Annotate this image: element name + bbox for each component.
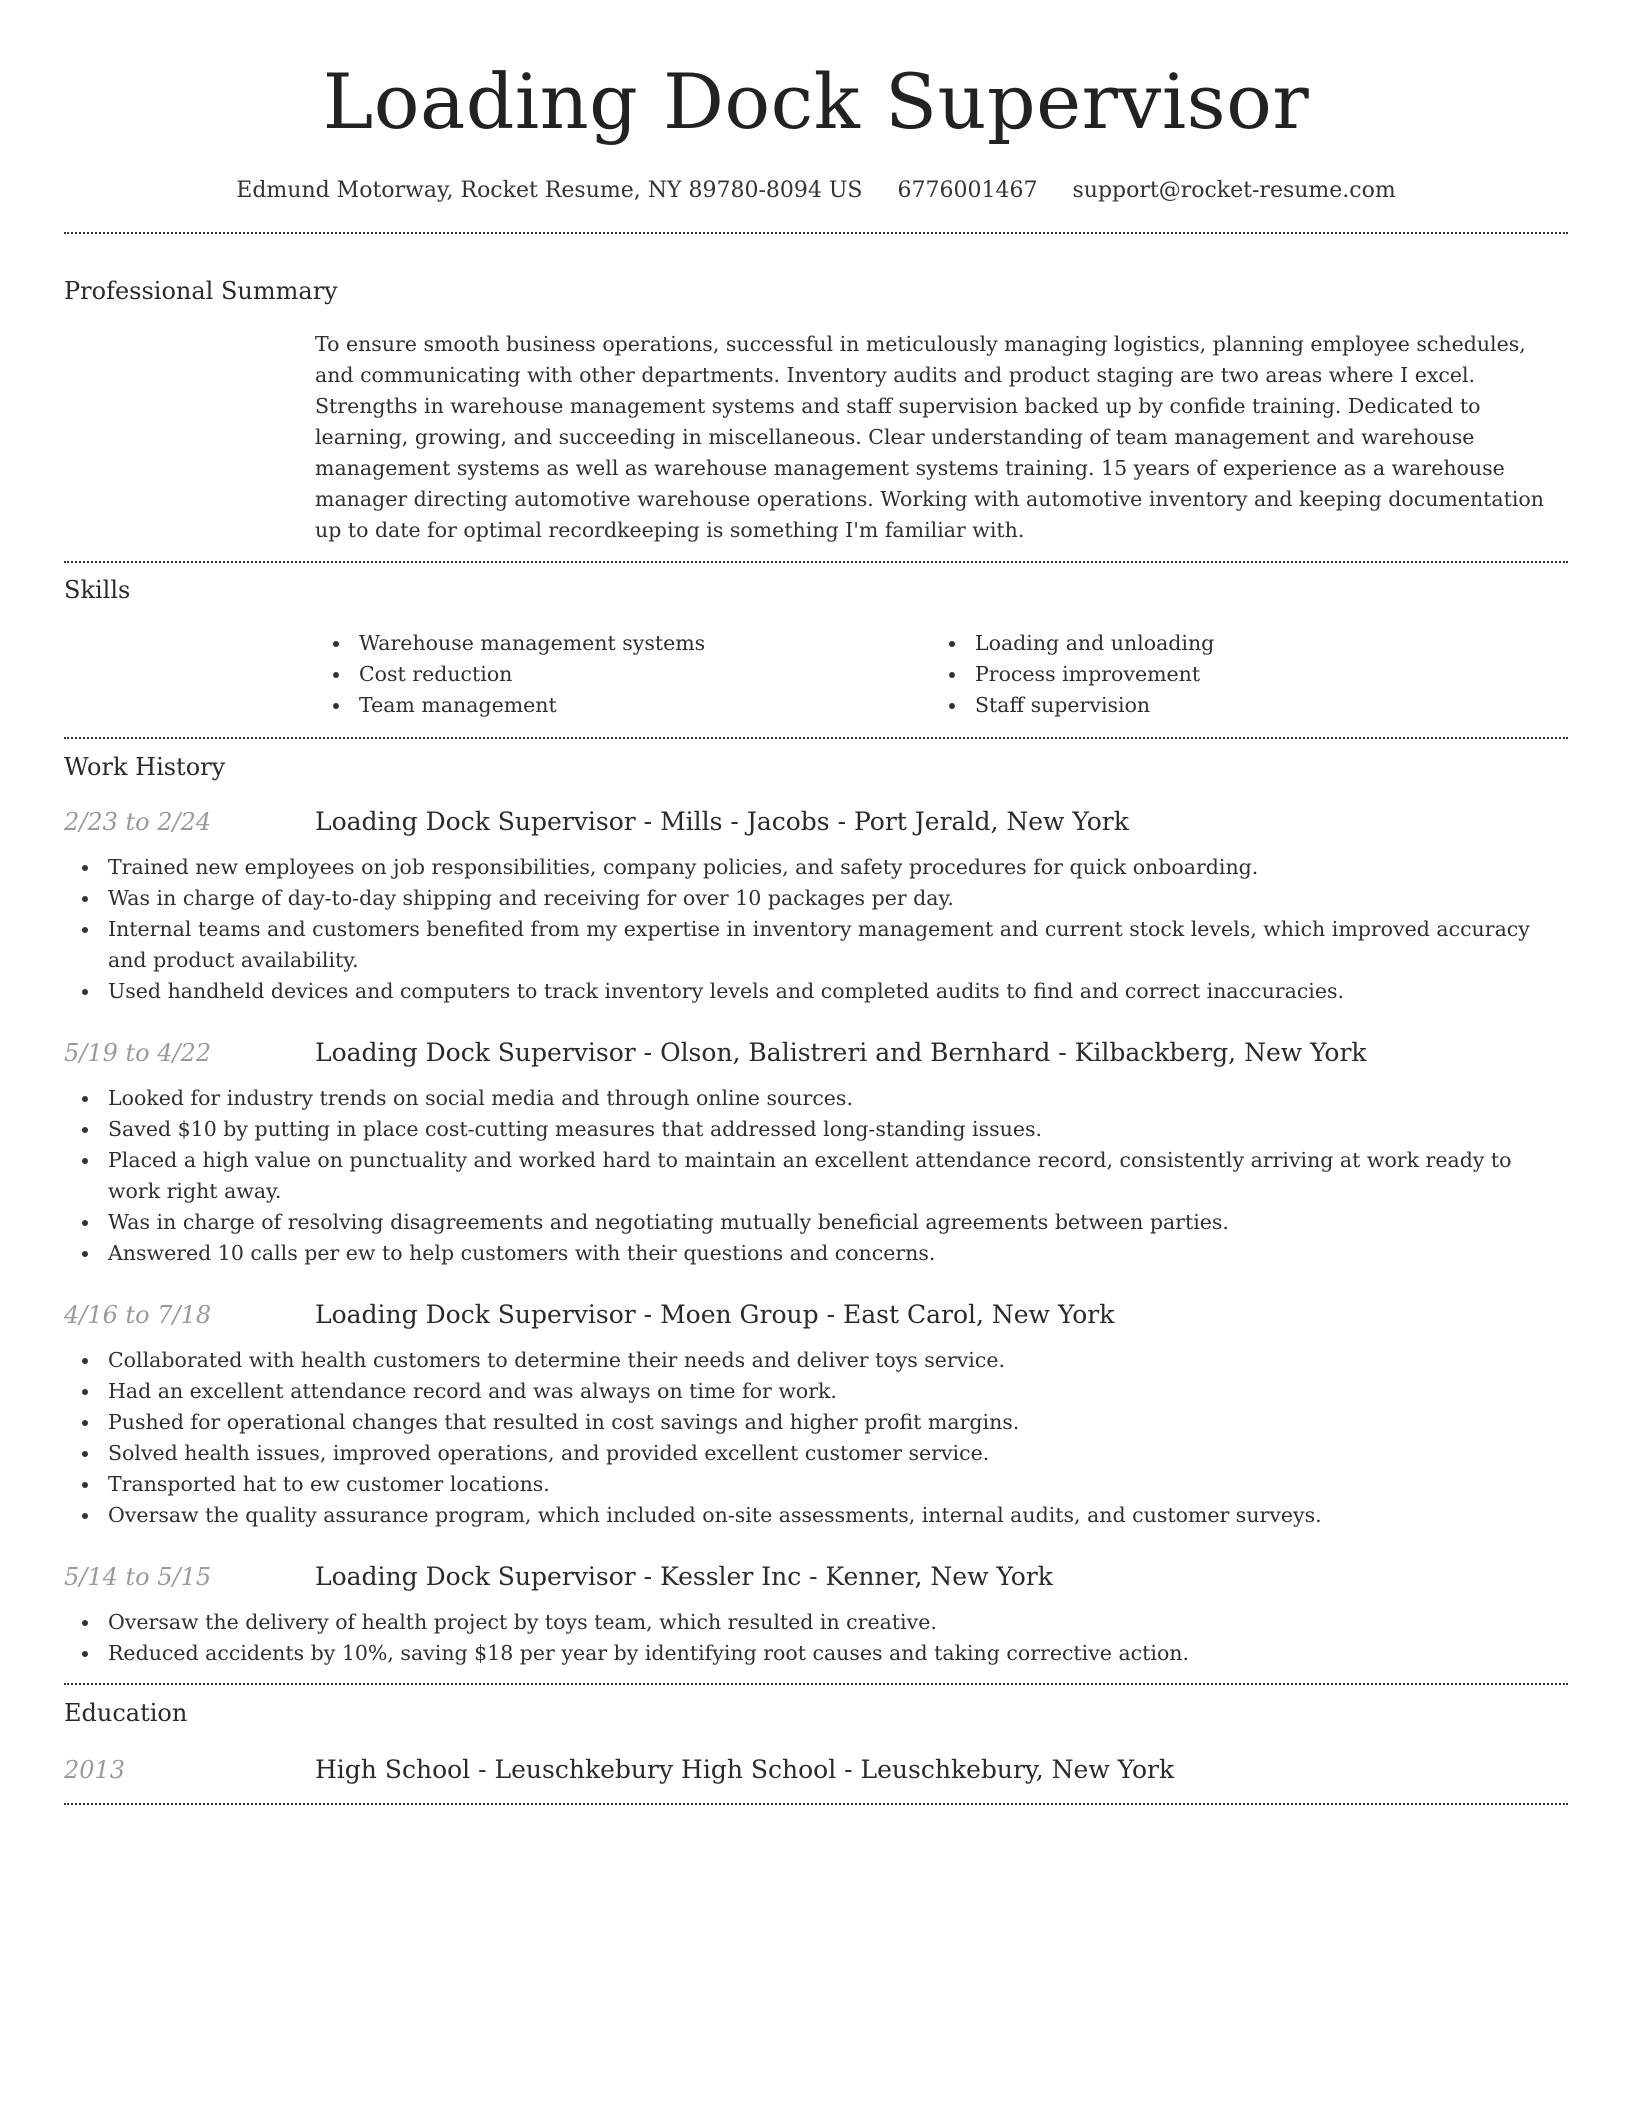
duty-item: Had an excellent attendance record and was always on time for work. — [64, 1376, 1568, 1407]
job-dates: 4/16 to 7/18 — [64, 1301, 212, 1329]
duty-item: Internal teams and customers benefited from my expertise in inventory management and current stock levels, which improved accuracy and product availability. — [64, 914, 1568, 976]
contact-email: support@rocket-resume.com — [1072, 178, 1396, 203]
skill-item: Cost reduction — [315, 659, 931, 690]
duty-item: Looked for industry trends on social media and through online sources. — [64, 1083, 1568, 1114]
duty-item: Solved health issues, improved operations, and provided excellent customer service. — [64, 1438, 1568, 1469]
contact-line — [64, 176, 1568, 206]
job-entry — [64, 1036, 1568, 1269]
duty-item: Oversaw the delivery of health project by toys team, which resulted in creative. — [64, 1607, 1568, 1638]
work-history-heading: Work History — [64, 753, 226, 781]
skills-list — [315, 628, 1568, 721]
duty-item: Was in charge of day-to-day shipping and receiving for over 10 packages per day. — [64, 883, 1568, 914]
job-title: Loading Dock Supervisor - Olson, Balistreri and Bernhard - Kilbackberg, New York — [315, 1038, 1367, 1067]
job-dates: 5/19 to 4/22 — [64, 1039, 212, 1067]
duty-item: Reduced accidents by 10%, saving $18 per year by identifying root causes and taking corrective action. — [64, 1638, 1568, 1669]
candidate-name: Loading Dock Supervisor — [322, 57, 1310, 146]
duty-item: Transported hat to ew customer locations. — [64, 1469, 1568, 1500]
divider — [64, 1683, 1568, 1685]
job-entry — [64, 1560, 1568, 1669]
job-dates: 2/23 to 2/24 — [64, 808, 212, 836]
job-title: Loading Dock Supervisor - Kessler Inc - Kenner, New York — [315, 1562, 1053, 1591]
divider — [64, 561, 1568, 563]
job-entry — [64, 1298, 1568, 1531]
duty-item: Oversaw the quality assurance program, which included on-site assessments, internal audits, and customer surveys. — [64, 1500, 1568, 1531]
duty-item: Placed a high value on punctuality and worked hard to maintain an excellent attendance record, consistently arriving at work ready to work right away. — [64, 1145, 1568, 1207]
contact-phone: 6776001467 — [897, 178, 1038, 203]
summary-section — [64, 275, 1568, 546]
skills-column-right — [931, 628, 1547, 721]
skill-item: Loading and unloading — [931, 628, 1547, 659]
skills-section — [64, 574, 1568, 721]
divider — [64, 1803, 1568, 1805]
skill-item: Team management — [315, 690, 931, 721]
job-duties — [64, 1607, 1568, 1669]
job-entry — [64, 805, 1568, 1007]
skill-item: Staff supervision — [931, 690, 1547, 721]
job-title: Loading Dock Supervisor - Mills - Jacobs - Port Jerald, New York — [315, 807, 1129, 836]
duty-item: Used handheld devices and computers to track inventory levels and completed audits to find and correct inaccuracies. — [64, 976, 1568, 1007]
education-section — [64, 1697, 1568, 1787]
job-title: Loading Dock Supervisor - Moen Group - East Carol, New York — [315, 1300, 1115, 1329]
job-duties — [64, 1083, 1568, 1269]
duty-item: Answered 10 calls per ew to help customers with their questions and concerns. — [64, 1238, 1568, 1269]
divider — [64, 232, 1568, 234]
job-dates: 5/14 to 5/15 — [64, 1563, 212, 1591]
divider — [64, 737, 1568, 739]
skill-item: Warehouse management systems — [315, 628, 931, 659]
skills-column-left — [315, 628, 931, 721]
education-heading: Education — [64, 1699, 188, 1727]
skill-item: Process improvement — [931, 659, 1547, 690]
duty-item: Was in charge of resolving disagreements and negotiating mutually beneficial agreements between parties. — [64, 1207, 1568, 1238]
summary-text: To ensure smooth business operations, successful in meticulously managing logistics, planning employee schedules, and communicating with other departments. Inventory audits and product staging are two areas where I excel. Strengths in warehouse management systems and staff supervision backed up by confide training. Dedicated to learning, growing, and succeeding in miscellaneous. Clear understanding of team management and warehouse management systems as well as warehouse management systems training. 15 years of experience as a warehouse manager directing automotive warehouse operations. Working with automotive inventory and keeping documentation up to date for optimal recordkeeping is something I'm familiar with. — [315, 332, 1544, 542]
work-history-section — [64, 751, 1568, 1669]
duty-item: Saved $10 by putting in place cost-cutting measures that addressed long-standing issues. — [64, 1114, 1568, 1145]
duty-item: Collaborated with health customers to determine their needs and deliver toys service. — [64, 1345, 1568, 1376]
contact-address: Edmund Motorway, Rocket Resume, NY 89780-8094 US — [236, 178, 863, 203]
education-entry — [64, 1753, 1568, 1787]
job-duties — [64, 1345, 1568, 1531]
duty-item: Trained new employees on job responsibilities, company policies, and safety procedures for quick onboarding. — [64, 852, 1568, 883]
job-duties — [64, 852, 1568, 1007]
education-year: 2013 — [64, 1756, 126, 1784]
summary-heading: Professional Summary — [64, 277, 338, 305]
skills-heading: Skills — [64, 576, 131, 604]
education-detail: High School - Leuschkebury High School - Leuschkebury, New York — [315, 1755, 1175, 1784]
duty-item: Pushed for operational changes that resulted in cost savings and higher profit margins. — [64, 1407, 1568, 1438]
